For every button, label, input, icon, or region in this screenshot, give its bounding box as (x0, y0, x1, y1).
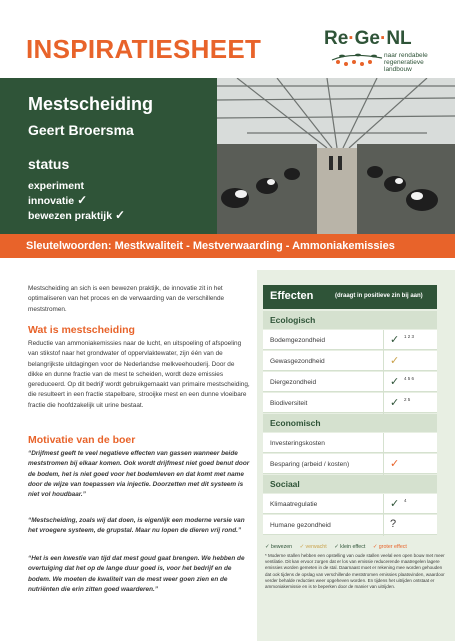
check-icon: ✓ (77, 193, 88, 207)
category-label: Economisch (270, 418, 321, 428)
check-icon: ✓ (115, 208, 126, 222)
legend-verwacht: ✓ verwacht (299, 544, 327, 550)
check-icon: ✓ (390, 376, 400, 388)
logo-wordmark: Re·Ge·NL (324, 28, 412, 49)
keywords-text: Sleutelwoorden: Mestkwaliteit - Mestverwaarding - Ammoniakemissies (26, 240, 395, 252)
effects-subtitle: (draagt in positieve zin bij aan) (335, 293, 423, 299)
author-name: Geert Broersma (28, 122, 134, 138)
effects-footnote: * Moderne stallen hebben een opstelling van oude stallen veelal een open bouw met meer ventilatie. Dit kan ervoor zorgen dat er los van emissie reducerende maatregelen lagere emissies worden gemeten in de stal. Daarnaast moet er rekening mee worden gehouden dat ook tijdens de opslag van verschillende meststromen emissies plaatsvinden, waardoor verder behalde reducties weer opgeheven worden. En tijdens het uitrijden ontstaat er ammoniakemissie en is te beperken door de manier van uitrijden. (265, 553, 445, 590)
effect-label: Besparing (arbeid / kosten) (270, 461, 350, 468)
reference-note: 1 2 3 (404, 334, 415, 339)
check-icon: ✓ (390, 355, 400, 367)
barn-photo (217, 78, 455, 234)
reference-note: 2 5 (404, 397, 411, 402)
reference-note: 4 5 6 (404, 376, 415, 381)
category-label: Sociaal (270, 479, 300, 489)
topic-title: Mestscheiding (28, 94, 154, 114)
quote-1: “Drijfmest geeft te veel negatieve effecten van gassen wanneer beide meststromen bij elkaar komen. Ook wordt drijfmest niet goed benut door de bodem, het is niet goed voor het bodemleven en dat komt met name door de wijze van toepassen via injectie. Doorzetten met dit systeem is niet vol houdbaar.” (28, 450, 250, 499)
effect-label: Humane gezondheid (270, 522, 331, 529)
status-label: status (28, 156, 70, 172)
effect-label: Bodemgezondheid (270, 337, 325, 344)
motivation-heading: Motivatie van de boer (28, 434, 136, 446)
quote-3: “Het is een kwestie van tijd dat mest goud gaat brengen. We hebben de overtuiging dat het op de lange duur goed is, voor het bedrijf en de bodem. We moeten de kwaliteit van de mest weer goen zien en de nutriënten die erin zitten goed waarderen.” (28, 555, 245, 593)
legend-bewezen: ✓ bewezen (265, 544, 293, 550)
question-mark-icon: ? (390, 518, 397, 530)
check-icon: ✓ (390, 498, 400, 510)
effect-label: Biodiversiteit (270, 400, 308, 407)
effects-legend (265, 544, 445, 550)
status-bewezen-praktijk: bewezen praktijk ✓ (28, 208, 126, 222)
reference-note: 4 (404, 498, 407, 503)
status-innovatie: innovatie ✓ (28, 193, 88, 207)
logo-subtitle: naar rendabele regeneratieve landbouw (384, 52, 428, 73)
effect-label: Gewasgezondheid (270, 358, 325, 365)
legend-groter-effect: ✓ groter effect (372, 544, 407, 550)
quote-2: “Mestscheiding, zoals wij dat doen, is eigenlijk een moderne versie van het vroegere systeem, de grupstal. Maar nu lopen de dieren vrij rond.” (28, 517, 245, 535)
what-body: Reductie van ammoniakemissies naar de lucht, en uitspoeling of afspoeling van stikstof naar het grondwater of oppervlaktewater, zijn één van de belangrijkste uitdagingen voor de Nederlandse melkveehouderij. Door de dikke en dunne fractie van de mest te scheiden, wordt deze emissies gereduceerd. Op dit bedrijf wordt gebruikgemaakt van primaire mestscheiding, die resulteert in een fractie stapelbare, strooijke mest en een dunne vloeibare fractie die hoofdzakelijk uit urine bestaat. (28, 340, 250, 409)
status-experiment: experiment (28, 180, 85, 192)
intro-text: Mestscheiding an sich is een bewezen praktijk, de innovatie zit in het optimaliseren van het proces en de verwaarding van de verschillende meststromen. (28, 285, 225, 313)
regenl-logo (318, 24, 438, 74)
category-label: Ecologisch (270, 315, 316, 325)
effect-label: Klimaatregulatie (270, 501, 318, 508)
table-divider (383, 330, 384, 414)
effect-label: Diergezondheid (270, 379, 317, 386)
check-icon: ✓ (390, 397, 400, 409)
check-icon: ✓ (390, 458, 400, 470)
effects-title: Effecten (270, 290, 314, 302)
page-title: INSPIRATIESHEET (26, 34, 262, 64)
effect-label: Investeringskosten (270, 440, 325, 447)
what-heading: Wat is mestscheiding (28, 324, 135, 336)
legend-klein-effect: ✓ klein effect (334, 544, 366, 550)
check-icon: ✓ (390, 334, 400, 346)
sprig-icon (330, 50, 384, 68)
table-divider (383, 433, 384, 475)
table-divider (383, 494, 384, 536)
